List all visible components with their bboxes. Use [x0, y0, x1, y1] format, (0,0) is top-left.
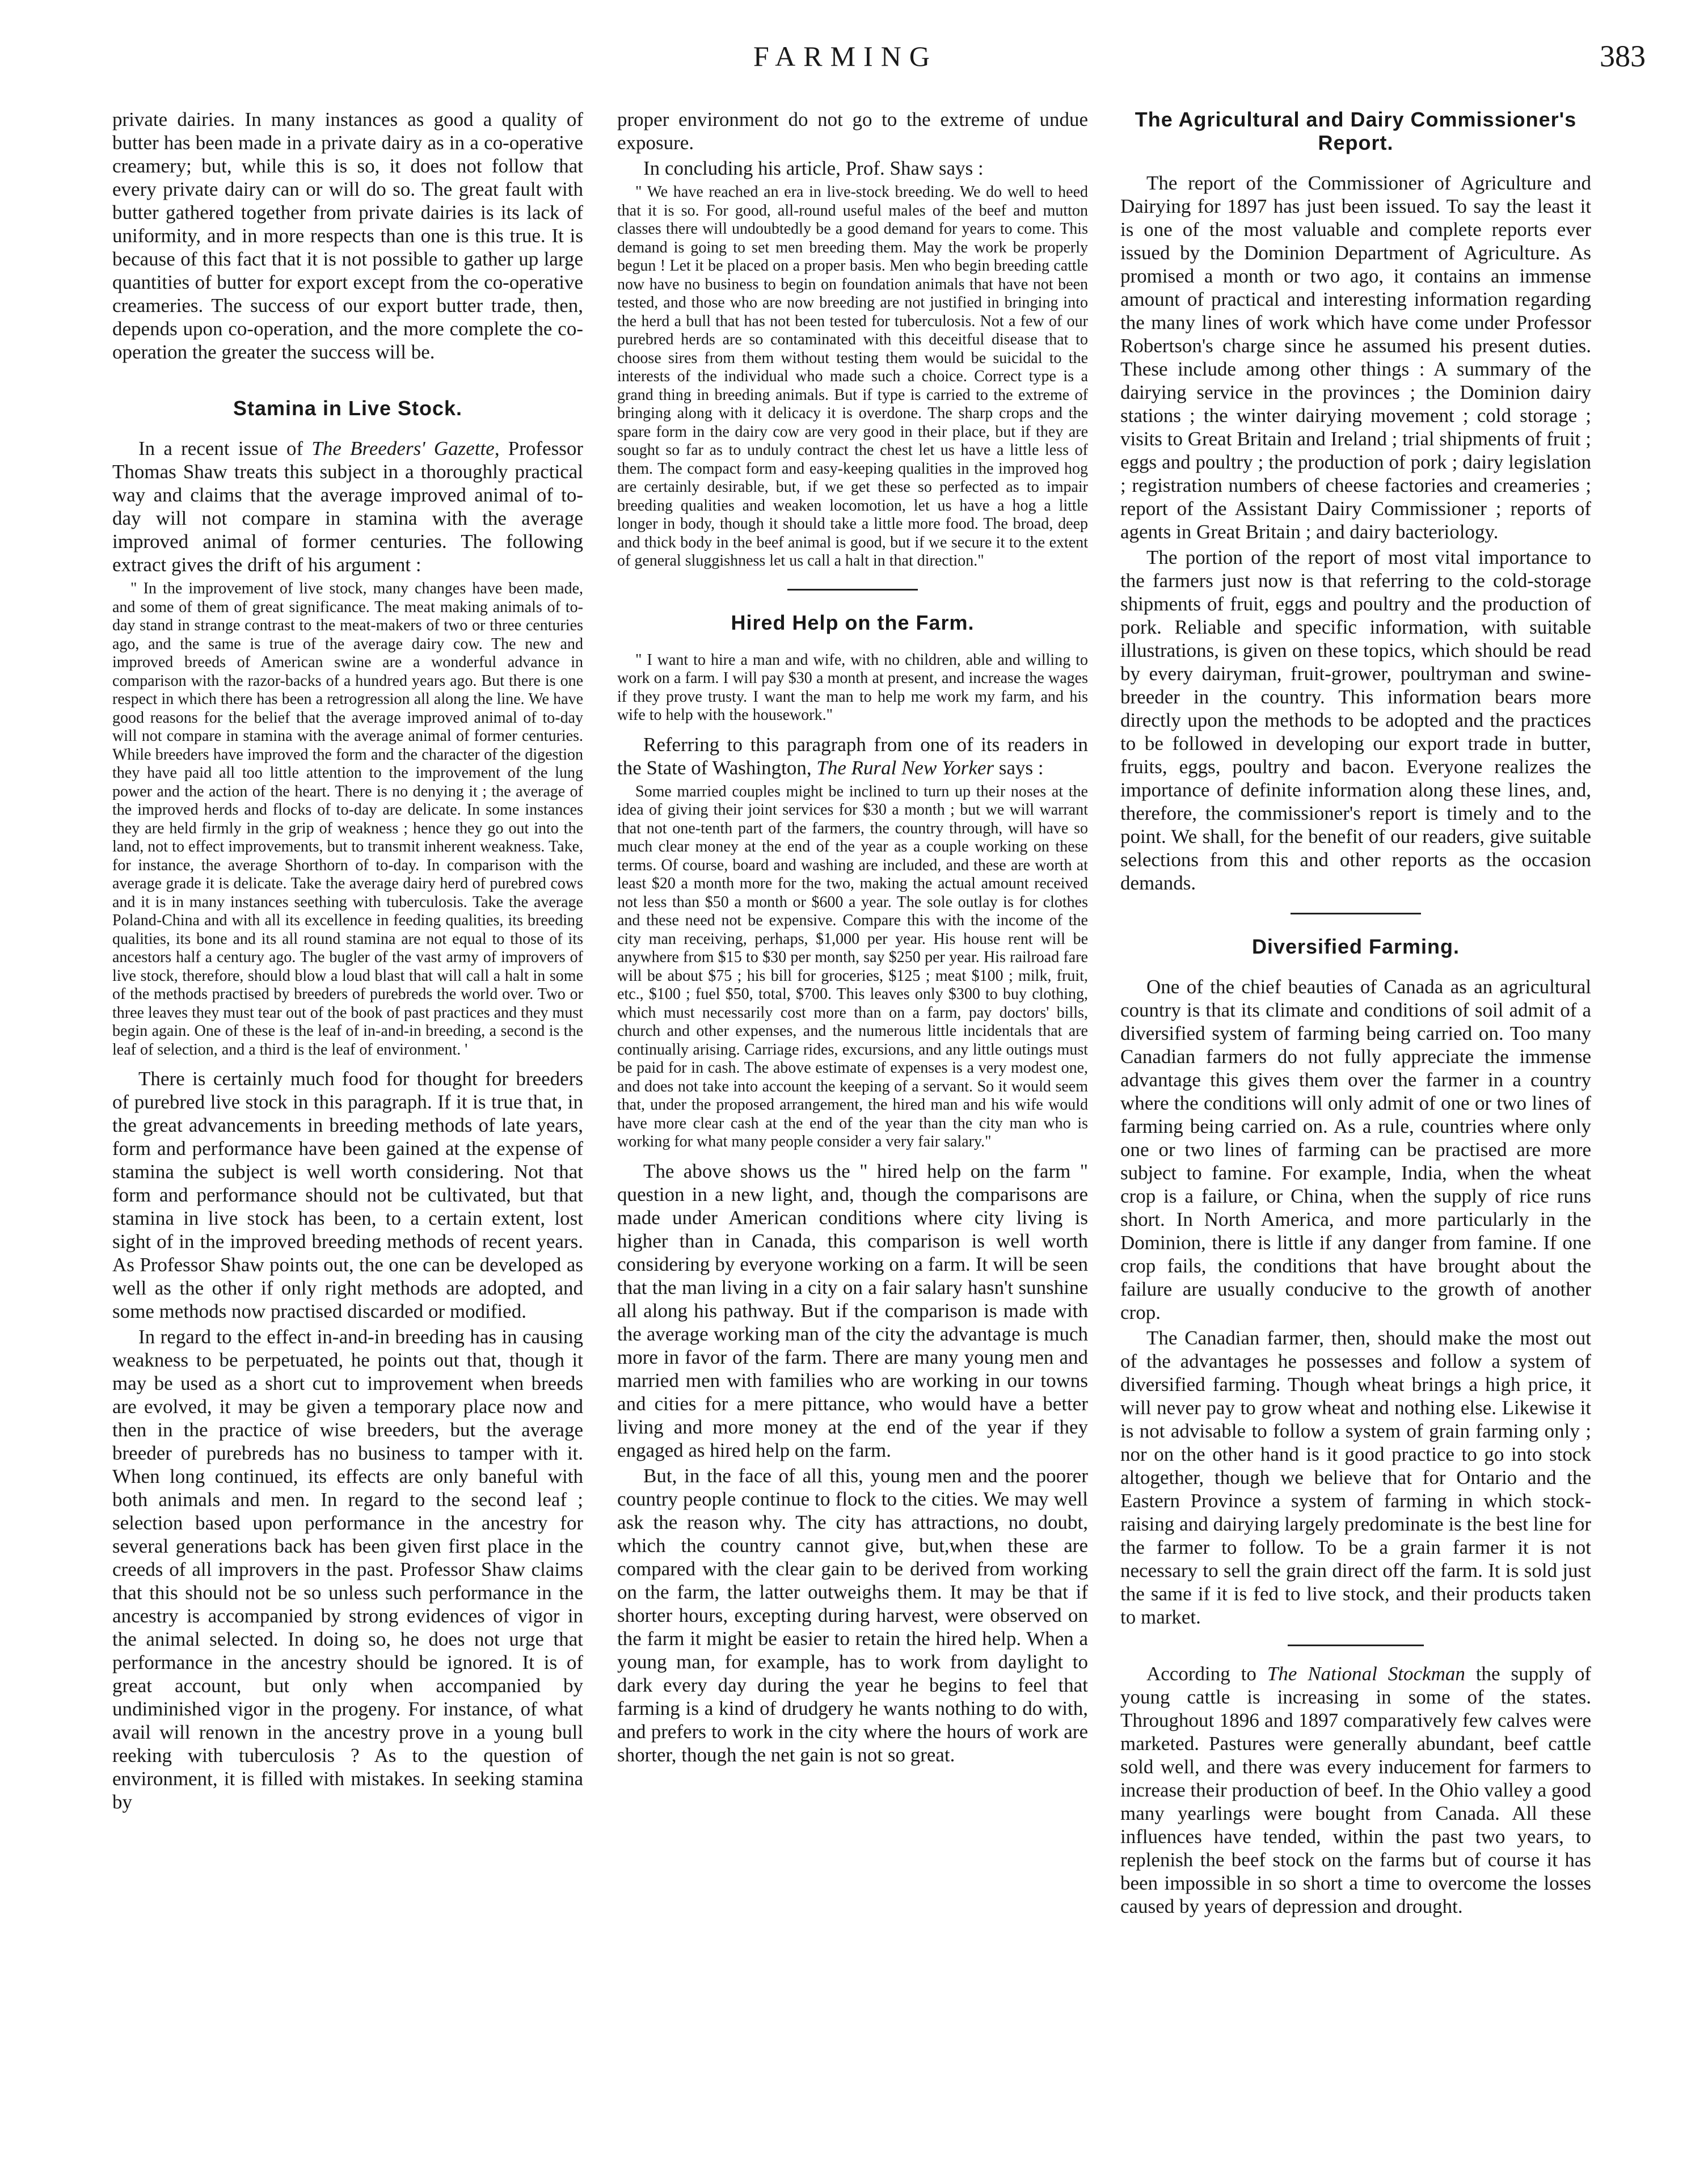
paragraph-canadian-farmer: The Canadian farmer, then, should make the most out of the advantages he possesses and follow a system of diversified farming. Though wheat brings a high price, it will never pay to grow wheat and nothing else. Likewise it is not advisable to follow a system of grain farming only ; nor on the other hand is it good practice to go into stock altogether, though we believe that for Ontario and the Eastern Province a system of farming in which stock-raising and dairying largely predominate is the best line for the farmer to follow. To be a grain farmer it is not necessary to sell the grain direct off the farm. It is sold just the same if it is fed to live stock, and their products taken to market. — [1120, 1327, 1591, 1628]
text-run: says : — [994, 756, 1044, 779]
quote-text: " I want to hire a man and wife, with no children, able and willing to work on a farm. I will pay $30 a month at present, and increase the wages if they prove trusty. I want the man to help me work my farm, and his wife to help with the housework." — [617, 651, 1088, 724]
section-heading-diversified: Diversified Farming. — [1251, 935, 1460, 958]
paragraph-concluding: In concluding his article, Prof. Shaw says : — [643, 157, 984, 179]
quote-text: " We have reached an era in live-stock breeding. We do well to heed that it is so. For good, all-round useful males of the beef and mutton classes there will undoubtedly be a good demand for years to come. This demand is going to set men breeding them. May the work be properly begun ! Let it be placed on a proper basis. Men who begin breeding cattle now have no business to begin on foundation animals that have not been tested, and those who are now breeding are not justified in bringing into the herd a bull that has not been tested for tuberculosis. Not a few of our purebred herds are so contaminated with this deceitful disease that to choose sires from them without testing them would be suicidal to the interests of the individual who made such a choice. Correct type is a grand thing in breeding animals. But if type is carried to the extreme of bringing along with it delicacy it is overdone. The sharp crops and the spare form in the dairy cow are very good in their place, but if they are sought so far as to unduly contract the chest let us have a little less of them. The compact form and easy-keeping qualities in the improved hog are certainly desirable, but, if we get these so perfected as to impair breeding qualities and weaken locomotion, let us have a hog a little longer in body, though it should take a little more food. The broad, deep and thick body in the beef animal is good, but if we secure it to the extent of general sluggishness let us call a halt in that direction." — [617, 183, 1088, 570]
divider-rule — [1291, 913, 1421, 914]
paragraph-portion: The portion of the report of most vital importance to the farmers just now is that referring to the cold-storage shipments of fruit, eggs and poultry and the production of pork. Reliable and specific information, with suitable illustrations, is given on these topics, which should be read by every dairyman, fruit-grower, poultryman and swine-breeder in the country. This information bears more directly upon the methods to be adopted and the practices to be followed in developing our export trade in butter, fruits, eggs, poultry and bacon. Everyone realizes the importance of definite information along these lines, and, therefore, the commissioner's report is timely and to the point. We shall, for the benefit of our readers, give suitable selections from this and other reports as the occasion demands. — [1120, 546, 1591, 894]
paragraph-stockman — [1120, 1662, 1591, 1918]
column-middle — [617, 108, 1088, 1769]
paragraph-report: The report of the Commissioner of Agriculture and Dairying for 1897 has just been issued. To say the least it is one of the most valuable and complete reports ever issued by the Dominion Department of Agriculture. As promised a month or two ago, it contains an immense amount of practical and interesting information regarding the many lines of work which have come under Professor Robertson's charge since he assumed his present duties. These include among other things : A summary of the dairying service in the provinces ; the Dominion dairy stations ; the winter dairying movement ; cold storage ; visits to Great Britain and Ireland ; trial shipments of fruit ; eggs and poultry ; the production of pork ; dairy legislation ; registration numbers of cheese factories and creameries ; report of the Assistant Dairy Commissioner ; reports of agents in Great Britain ; and dairy bacteriology. — [1120, 172, 1591, 543]
text-run: According to — [1146, 1663, 1267, 1685]
paragraph-food-for-thought: There is certainly much food for thought for breeders of purebred live stock in this paragraph. If it is true that, in the great advancements in breeding methods of late years, form and performance have been gained at the expense of stamina the subject is well worth considering. Not that form and performance should not be cultivated, but that stamina in live stock has been, to a certain extent, lost sight of in the improved breeding methods of recent years. As Professor Shaw points out, the one can be developed as well as the other if only right methods are adopted, and some methods now practised discarded or modified. — [112, 1068, 583, 1322]
column-left — [112, 108, 583, 1816]
paragraph-but-in-face: But, in the face of all this, young men and the poorer country people continue to flock to the cities. We may well ask the reason why. The city has attractions, no doubt, which the country cannot give, but,when these are compared with the clear gain to be derived from working on the farm, the latter outweighs them. It may be that if shorter hours, excepting during harvest, were observed on the farm it might be easier to retain the hired help. When a young man, for example, has to work from daylight to dark every day during the year he begins to feel that farming is a kind of drudgery he wants nothing to do with, and prefers to work in the city where the hours of work are shorter, though the net gain is not so great. — [617, 1464, 1088, 1766]
section-heading-hired-help: Hired Help on the Farm. — [731, 610, 975, 634]
paragraph-environment: proper environment do not go to the extreme of undue exposure. — [617, 108, 1088, 154]
divider — [112, 366, 583, 377]
block-quote — [617, 183, 1088, 571]
text-run: In a recent issue of — [138, 437, 312, 459]
column-right — [1120, 108, 1591, 1920]
paragraph-in-and-in: In regard to the effect in-and-in breeding has in causing weakness to be perpetuated, he points out that, though it may be used as a short cut to improvement when breeds are evolved, it may be given a temporary place now and then in the practice of wise breeders, but the average breeder of purebreds has no business to tamper with it. When long continued, its effects are only baneful with both animals and men. In regard to the second leaf ; selection based upon performance in the ancestry for several generations back has been given first place in the creeds of all improvers in the past. Professor Shaw claims that this should not be so unless such performance in the ancestry is accompanied by strong evidences of vigor in the animal selected. In doing so, he does not urge that performance in the ancestry should be ignored. It is of great account, but only when accompanied by undiminished vigor in the progeny. For instance, of what avail will renown in the ancestry prove in a young bull reeking with tuberculosis ? As to the question of environment, it is filled with mistakes. In seeking stamina by — [112, 1326, 583, 1813]
divider-rule — [1288, 1645, 1424, 1646]
paragraph-beauties: One of the chief beauties of Canada as an agricultural country is that its climate and conditions of soil admit of a diversified system of farming being carried on. Too many Canadian farmers do not fully appreciate the immense advantage this gives them over the farmer in a country where the conditions will only admit of one or two lines of farming being carried on. As a rule, countries where only one or two lines of farming can be practised are more subject to famine. For example, India, when the wheat crop is a failure, or China, when the supply of rice runs short. In North America, and more particularly in the Dominion, there is little if any danger from famine. If one crop fails, the conditions that have brought about the failure are usually conducive to the growth of another crop. — [1120, 976, 1591, 1323]
page-header — [0, 34, 1691, 79]
quote-text: Some married couples might be inclined to turn up their noses at the idea of giving their joint services for $30 a month ; but we will warrant that not one-tenth part of the farmers, the country through, will have so much clear money at the end of the year as a couple working on these terms. Of course, board and washing are included, and these are worth at least $20 a month more for the two, making the actual amount received not less than $50 a month or $600 a year. The sole outlay is for clothes and these need not be expensive. Compare this with the income of the city man receiving, perhaps, $1,000 per year. His house rent will be anywhere from $15 to $30 per month, say $250 per year. His railroad fare will be about $75 ; his bill for groceries, $125 ; meat $100 ; milk, fruit, etc., $100 ; fuel $50, total, $700. This leaves only $300 to buy clothing, which must necessarily cost more than on a farm, pay doctors' bills, church and other expenses, and the numerous little incidentals that are continually arising. Carriage rides, excursions, and any little outings must be paid for in cash. The above estimate of expenses is a very modest one, and does not take into account the keeping of a servant. So it would seem that, under the proposed arrangement, the hired man and his wife would have more clear cash at the end of the year than the city man who is working for what many people consider a very fair salary." — [617, 782, 1088, 1150]
paragraph-above-shows: The above shows us the " hired help on the farm " question in a new light, and, though the comparisons are made under American conditions where city living is higher than in Canada, this comparison is well worth considering by everyone working on a farm. It will be seen that the man living in a city on a fair salary hasn't sunshine all along his pathway. But if the comparison is made with the average working man of the city the advantage is much more in favor of the farm. There are many young men and married men with families who are working in our towns and cities for a mere pittance, who would have a better living and more money at the end of the year if they engaged as hired help on the farm. — [617, 1160, 1088, 1461]
block-quote — [617, 783, 1088, 1152]
block-quote — [617, 651, 1088, 725]
block-quote — [112, 580, 583, 1059]
text-run: Referring to this paragraph from one of its readers in the State of Washington, — [617, 733, 1088, 779]
publication-title: The Rural New Yorker — [816, 756, 994, 779]
paragraph-stamina-intro — [112, 437, 583, 576]
publication-title: The National Stockman — [1267, 1663, 1465, 1685]
running-title: FARMING — [753, 40, 938, 72]
paragraph-private-dairies: private dairies. In many instances as good a quality of butter has been made in a private dairy as in a co-operative creamery; but, while this is so, it does not follow that every private dairy can or will do so. The great fault with butter gathered together from private dairies is its lack of uniformity, and in more respects than one is this true. It is because of this fact that it is not possible to gather up large quantities of butter for export except from the co-operative creameries. The success of our export butter trade, then, depends upon co-operation, and the more complete the co-operation the greater the success will be. — [112, 108, 583, 363]
divider-rule — [787, 589, 918, 591]
paragraph-referring — [617, 733, 1088, 779]
section-heading-stamina: Stamina in Live Stock. — [233, 397, 463, 420]
text-run: the supply of young cattle is increasing in some of the states. Throughout 1896 and 1897 comparatively few calves were marketed. Pastures were generally abundant, beef cattle sold well, and there was every inducement for farmers to increase their production of beef. In the Ohio valley a good many yearlings were bought from Canada. All these influences have tended, within the past two years, to replenish the beef stock on the farms but of course it has been impossible in so short a time to overcome the losses caused by years of depression and drought. — [1120, 1663, 1591, 1917]
text-run: , Professor Thomas Shaw treats this subject in a thoroughly practical way and claims that the average improved animal of to-day will not compare in stamina with the average improved animal of former centuries. The following extract gives the drift of his argument : — [112, 437, 583, 576]
quote-text: " In the improvement of live stock, many changes have been made, and some of them of great significance. The meat making animals of to-day stand in strange contrast to the meat-makers of two or three centuries ago, and the same is true of the average dairy cow. The new and improved breeds of American swine are a wonderful advance in comparison with the razor-backs of a hundred years ago. But there is one respect in which there has been a retrogression all along the line. We have good reasons for the belief that the average improved animal of to-day will not compare in stamina with the average animal of former centuries. While breeders have improved the form and the character of the digestion they have paid all too little attention to the improvement of the lung power and the action of the heart. There is no denying it ; the average of the improved herds and flocks of to-day are delicate. In some instances they are held firmly in the grip of weakness ; hence they go out into the land, not to effect improvements, but to transmit inherent weakness. Take, for instance, the average Shorthorn of to-day. In comparison with the average grade it is delicate. Take the average dairy herd of purebred cows and it is in many instances seething with tuberculosis. Take the average Poland-China and with all its excellence in feeding qualities, its breeding qualities, its bone and its all round stamina are not equal to those of its ancestors half a century ago. The bugler of the vast army of improvers of live stock, therefore, should blow a loud blast that will call a halt in some of the methods practised by breeders of purebreds the world over. Two or three leaves they must tear out of the book of past practices and they must begin again. One of these is the leaf of in-and-in breeding, a second is the leaf of selection, and a third is the leaf of environment. ' — [112, 580, 583, 1059]
section-heading-commissioner-report: The Agricultural and Dairy Commissioner's Report. — [1135, 108, 1577, 154]
publication-title: The Breeders' Gazette — [311, 437, 495, 459]
page-number: 383 — [1600, 39, 1646, 73]
